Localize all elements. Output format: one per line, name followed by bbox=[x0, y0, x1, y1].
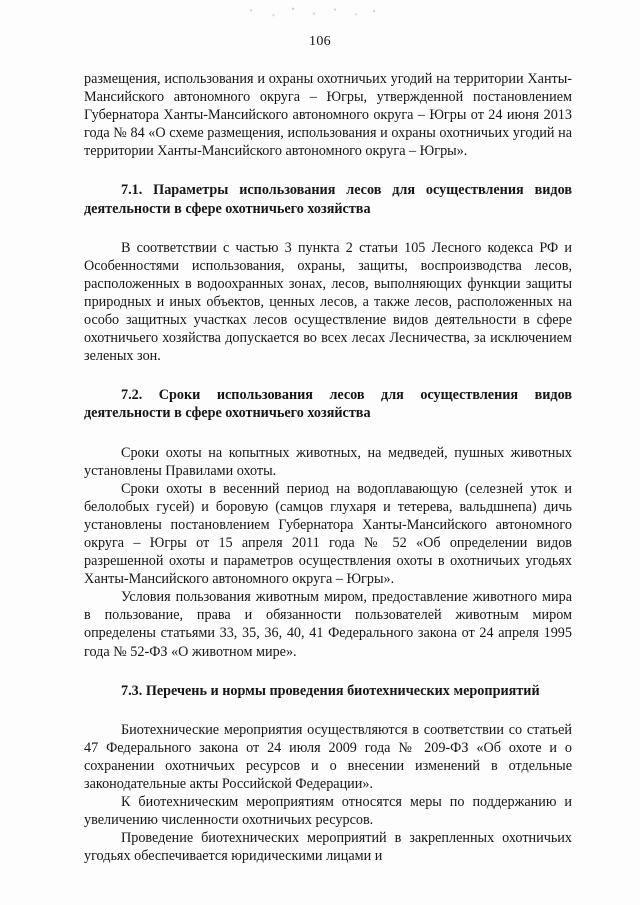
paragraph-7-2-1: Сроки охоты на копытных животных, на медведей, пушных животных установлены Правилами охоты. bbox=[84, 444, 572, 479]
paragraph-7-2-2: Сроки охоты в весенний период на водоплавающую (селезней уток и белолобых гусей) и боровую (самцов глухаря и тетерева, вальдшнепа) дичь установлены постановлением Губернатора Ханты-Мансийского автономного округа – Югры от 15 апреля 2011 года № 52 «Об определении видов разрешенной охоты и параметров осуществления охоты в охотничьих угодьях Ханты-Мансийского автономного округа – Югры». bbox=[84, 480, 572, 588]
document-body bbox=[84, 70, 572, 865]
scan-artifact bbox=[236, 4, 386, 20]
page-number: 106 bbox=[309, 34, 331, 49]
section-heading-7-2: 7.2. Сроки использования лесов для осуществления видов деятельности в сфере охотничьего хозяйства bbox=[84, 387, 572, 422]
paragraph-7-3-3: Проведение биотехнических мероприятий в закрепленных охотничьих угодьях обеспечивается юридическими лицами и bbox=[84, 830, 572, 865]
paragraph-7-3-2: К биотехническим мероприятиям относятся меры по поддержанию и увеличению численности охотничьих ресурсов. bbox=[84, 794, 572, 829]
section-heading-7-1: 7.1. Параметры использования лесов для осуществления видов деятельности в сфере охотничьего хозяйства bbox=[84, 182, 572, 217]
section-heading-7-3: 7.3. Перечень и нормы проведения биотехнических мероприятий bbox=[121, 682, 540, 699]
paragraph-7-2-3: Условия пользования животным миром, предоставление животного мира в пользование, права и обязанности пользователей животным миром определены статьями 33, 35, 36, 40, 41 Федерального закона от 24 апреля 1995 года № 52-ФЗ «О животном мире». bbox=[84, 589, 572, 660]
intro-paragraph: размещения, использования и охраны охотничьих угодий на территории Ханты-Мансийского автономного округа – Югры, утвержденной постановлением Губернатора Ханты-Мансийского автономного округа – Югры от 24 июня 2013 года № 84 «О схеме размещения, использования и охраны охотничьих угодий на территории Ханты-Мансийского автономного округа – Югры». bbox=[84, 71, 572, 160]
paragraph-7-1-1: В соответствии с частью 3 пункта 2 статьи 105 Лесного кодекса РФ и Особенностями использования, охраны, защиты, воспроизводства лесов, расположенных в водоохранных зонах, лесов, выполняющих функции защиты природных и иных объектов, ценных лесов, а также лесов, расположенных на особо защитных участках лесов осуществление видов деятельности в сфере охотничьего хозяйства допускается во всех лесах Лесничества, за исключением зеленых зон. bbox=[84, 239, 572, 365]
paragraph-7-3-1: Биотехнические мероприятия осуществляются в соответствии со статьей 47 Федерального закона от 24 июля 2009 года № 209-ФЗ «Об охоте и о сохранении охотничьих ресурсов и о внесении изменений в отдельные законодательные акты Российской Федерации». bbox=[84, 721, 572, 792]
